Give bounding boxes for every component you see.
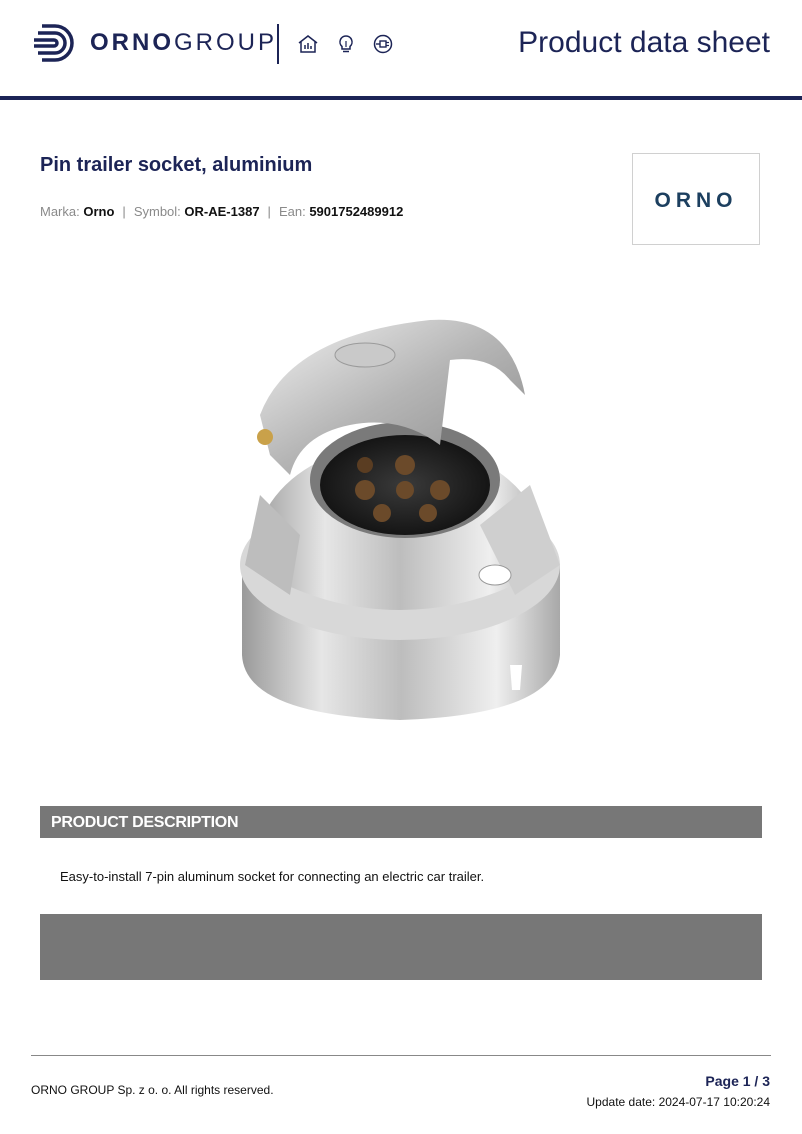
grey-block — [40, 914, 762, 980]
light-bulb-icon — [335, 33, 357, 55]
ean-value: 5901752489912 — [309, 204, 404, 219]
brand-logo: ORNO — [654, 189, 738, 212]
product-description: Easy-to-install 7-pin aluminum socket for connecting an electric car trailer. — [60, 869, 485, 884]
brand-logo-box — [632, 153, 760, 245]
product-meta — [40, 204, 403, 219]
ean-label: Ean: — [278, 204, 306, 219]
company-logo-text: ORNOGROUP — [90, 29, 278, 56]
document-title: Product data sheet — [518, 26, 770, 59]
header-rule — [0, 96, 802, 100]
power-plug-icon — [372, 33, 394, 55]
symbol-value: OR-AE-1387 — [184, 204, 260, 219]
header-divider — [277, 24, 279, 64]
product-title: Pin trailer socket, aluminium — [40, 154, 313, 176]
brand-value: Orno — [83, 204, 115, 219]
page-header — [0, 0, 802, 100]
footer-rule — [31, 1055, 771, 1056]
symbol-label: Symbol: — [133, 204, 181, 219]
orno-logo-icon — [34, 22, 76, 64]
page-number: Page 1 / 3 — [705, 1073, 770, 1089]
meta-separator: | — [267, 204, 271, 219]
meta-separator: | — [122, 204, 126, 219]
update-date: Update date: 2024-07-17 10:20:24 — [586, 1095, 770, 1109]
copyright-text: ORNO GROUP Sp. z o. o. All rights reserved. — [31, 1083, 274, 1097]
product-photo — [150, 265, 650, 775]
brand-label: Marka: — [40, 204, 80, 219]
smart-home-icon — [297, 33, 319, 55]
section-header — [40, 806, 762, 838]
section-title: PRODUCT DESCRIPTION — [51, 814, 239, 831]
